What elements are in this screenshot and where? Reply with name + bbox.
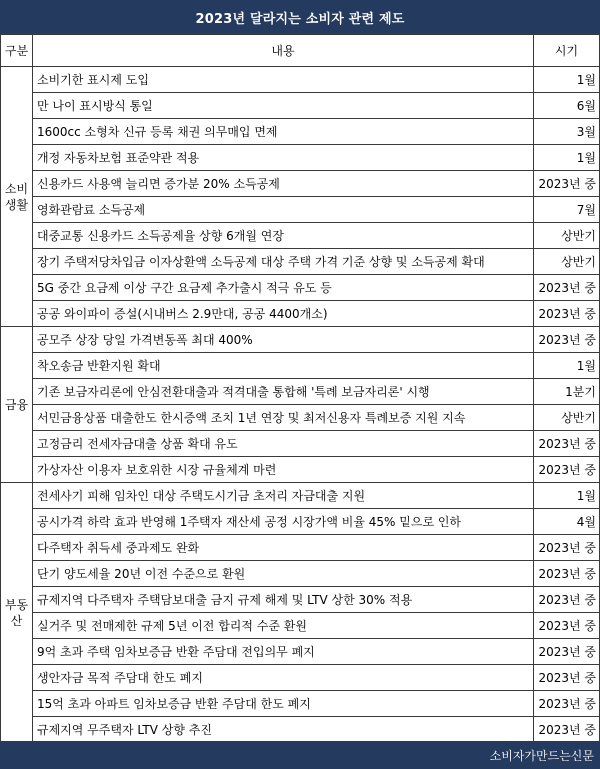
time-cell: 2023년 중 xyxy=(534,171,600,197)
content-cell: 단기 양도세율 20년 이전 수준으로 환원 xyxy=(33,561,534,587)
content-cell: 만 나이 표시방식 통일 xyxy=(33,93,534,119)
table-row xyxy=(1,327,600,353)
table-row xyxy=(1,431,600,457)
time-cell: 2023년 중 xyxy=(534,665,600,691)
content-cell: 대중교통 신용카드 소득공제율 상향 6개월 연장 xyxy=(33,223,534,249)
table-row xyxy=(1,483,600,509)
content-cell: 장기 주택저당차입금 이자상환액 소득공제 대상 주택 가격 기준 상향 및 소득공제 확대 xyxy=(33,249,534,275)
content-cell: 15억 초과 아파트 임차보증금 반환 주담대 한도 폐지 xyxy=(33,691,534,717)
table-row xyxy=(1,665,600,691)
table-row xyxy=(1,171,600,197)
content-cell: 가상자산 이용자 보호위한 시장 규율체계 마련 xyxy=(33,457,534,483)
table-row xyxy=(1,717,600,743)
table-row xyxy=(1,119,600,145)
table-row xyxy=(1,223,600,249)
time-cell: 2023년 중 xyxy=(534,587,600,613)
table-row xyxy=(1,509,600,535)
table-row xyxy=(1,353,600,379)
time-cell: 2023년 중 xyxy=(534,691,600,717)
time-cell: 2023년 중 xyxy=(534,431,600,457)
header-category: 구분 xyxy=(1,35,33,67)
table-row xyxy=(1,145,600,171)
content-cell: 소비기한 표시제 도입 xyxy=(33,67,534,93)
table-row xyxy=(1,275,600,301)
table-row xyxy=(1,405,600,431)
time-cell: 1분기 xyxy=(534,379,600,405)
table-row xyxy=(1,379,600,405)
content-cell: 공모주 상장 당일 가격변동폭 최대 400% xyxy=(33,327,534,353)
table-row xyxy=(1,613,600,639)
content-cell: 9억 초과 주택 임차보증금 반환 주담대 전입의무 폐지 xyxy=(33,639,534,665)
content-cell: 공공 와이파이 증설(시내버스 2.9만대, 공공 4400개소) xyxy=(33,301,534,327)
time-cell: 6월 xyxy=(534,93,600,119)
time-cell: 4월 xyxy=(534,509,600,535)
time-cell: 2023년 중 xyxy=(534,301,600,327)
table-row xyxy=(1,691,600,717)
content-cell: 서민금융상품 대출한도 한시증액 조치 1년 연장 및 최저신용자 특례보증 지원 지속 xyxy=(33,405,534,431)
content-cell: 개정 자동차보험 표준약관 적용 xyxy=(33,145,534,171)
time-cell: 2023년 중 xyxy=(534,639,600,665)
time-cell: 7월 xyxy=(534,197,600,223)
content-cell: 공시가격 하락 효과 반영해 1주택자 재산세 공정 시장가액 비율 45% 밑으로 인하 xyxy=(33,509,534,535)
source-footer: 소비자가만드는신문 xyxy=(0,741,600,769)
table-row xyxy=(1,301,600,327)
content-cell: 신용카드 사용액 늘리면 증가분 20% 소득공제 xyxy=(33,171,534,197)
policy-table xyxy=(0,34,600,743)
content-cell: 실거주 및 전매제한 규제 5년 이전 합리적 수준 환원 xyxy=(33,613,534,639)
time-cell: 1월 xyxy=(534,353,600,379)
category-cell: 금융 xyxy=(1,327,33,483)
table-row xyxy=(1,457,600,483)
header-row xyxy=(1,35,600,67)
table-body xyxy=(1,67,600,743)
content-cell: 5G 중간 요금제 이상 구간 요금제 추가출시 적극 유도 등 xyxy=(33,275,534,301)
table-title: 2023년 달라지는 소비자 관련 제도 xyxy=(0,0,600,34)
table-row xyxy=(1,197,600,223)
header-time: 시기 xyxy=(534,35,600,67)
content-cell: 착오송금 반환지원 확대 xyxy=(33,353,534,379)
time-cell: 1월 xyxy=(534,483,600,509)
time-cell: 2023년 중 xyxy=(534,561,600,587)
time-cell: 2023년 중 xyxy=(534,717,600,743)
table-row xyxy=(1,639,600,665)
time-cell: 1월 xyxy=(534,145,600,171)
time-cell: 2023년 중 xyxy=(534,327,600,353)
header-content: 내용 xyxy=(33,35,534,67)
time-cell: 2023년 중 xyxy=(534,275,600,301)
content-cell: 규제지역 다주택자 주택담보대출 금지 규제 해제 및 LTV 상한 30% 적용 xyxy=(33,587,534,613)
category-cell: 부동 산 xyxy=(1,483,33,743)
content-cell: 영화관람료 소득공제 xyxy=(33,197,534,223)
content-cell: 전세사기 피해 임차인 대상 주택도시기금 초저리 자금대출 지원 xyxy=(33,483,534,509)
time-cell: 2023년 중 xyxy=(534,613,600,639)
content-cell: 다주택자 취득세 중과제도 완화 xyxy=(33,535,534,561)
time-cell: 상반기 xyxy=(534,223,600,249)
content-cell: 생안자금 목적 주담대 한도 폐지 xyxy=(33,665,534,691)
category-cell: 소비 생활 xyxy=(1,67,33,327)
table-row xyxy=(1,561,600,587)
table-row xyxy=(1,535,600,561)
time-cell: 상반기 xyxy=(534,405,600,431)
table-row xyxy=(1,587,600,613)
time-cell: 상반기 xyxy=(534,249,600,275)
time-cell: 2023년 중 xyxy=(534,457,600,483)
content-cell: 고정금리 전세자금대출 상품 확대 유도 xyxy=(33,431,534,457)
time-cell: 3월 xyxy=(534,119,600,145)
content-cell: 규제지역 무주택자 LTV 상향 추진 xyxy=(33,717,534,743)
table-row xyxy=(1,249,600,275)
content-cell: 1600cc 소형차 신규 등록 채권 의무매입 면제 xyxy=(33,119,534,145)
table-row xyxy=(1,67,600,93)
time-cell: 1월 xyxy=(534,67,600,93)
time-cell: 2023년 중 xyxy=(534,535,600,561)
content-cell: 기존 보금자리론에 안심전환대출과 적격대출 통합해 '특례 보금자리론' 시행 xyxy=(33,379,534,405)
table-row xyxy=(1,93,600,119)
